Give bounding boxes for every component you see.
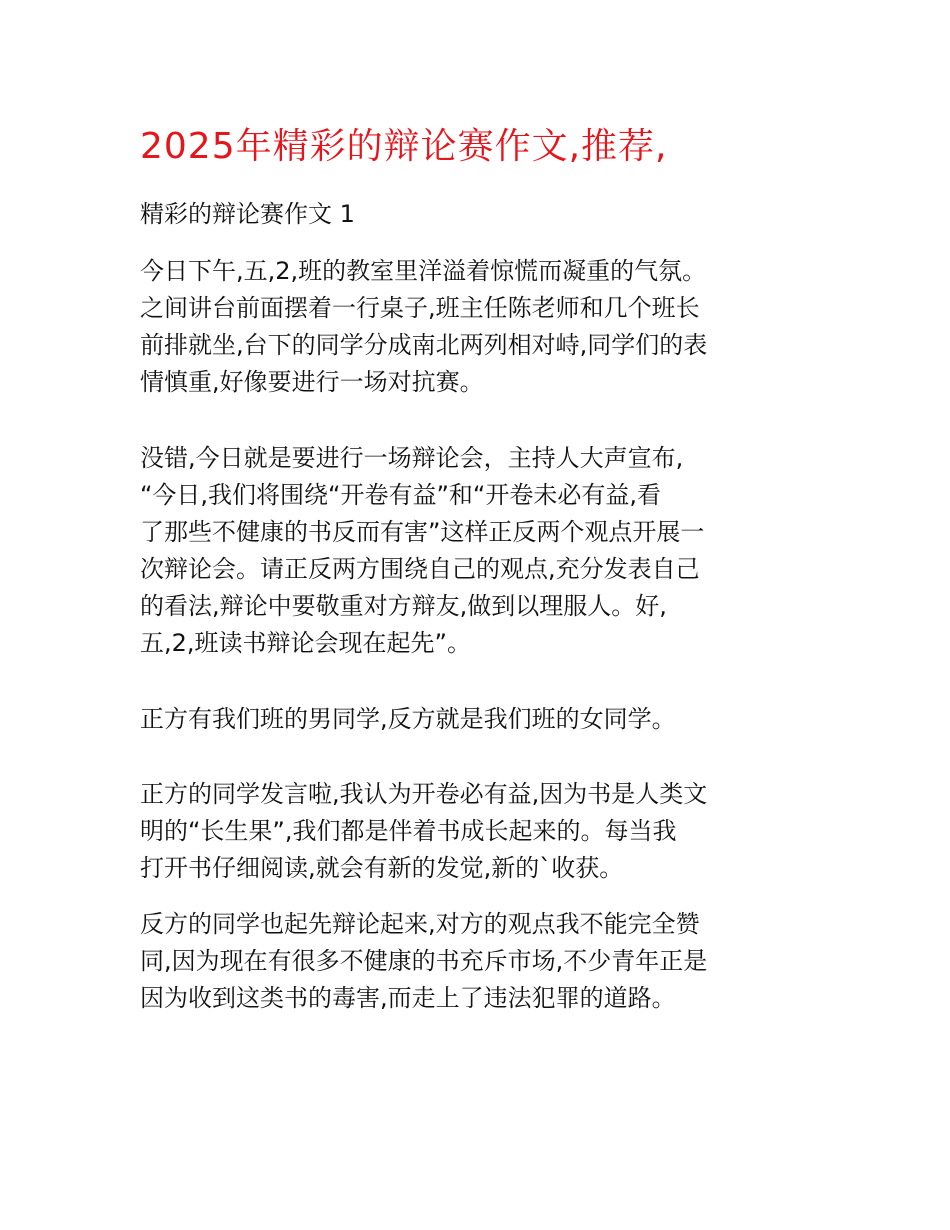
paragraph-line: 次辩论会。请正反两方围绕自己的观点,充分发表自己: [140, 555, 700, 583]
paragraph-5: [140, 906, 820, 1017]
paragraph-line: 前排就坐,台下的同学分成南北两列相对峙,同学们的表: [140, 331, 708, 359]
paragraph-3: [140, 701, 820, 738]
paragraph-4: [140, 776, 820, 887]
paragraph-line: 五,2,班读书辩论会现在起先”。: [140, 629, 471, 657]
paragraph-line: 今日下午,五,2,班的教室里洋溢着惊慌而凝重的气氛。: [140, 257, 707, 285]
paragraph-line: 反方的同学也起先辩论起来,对方的观点我不能完全赞: [140, 910, 700, 938]
paragraph-line: 了那些不健康的书反而有害”这样正反两个观点开展一: [140, 518, 705, 546]
paragraph-line: 之间讲台前面摆着一行桌子,班主任陈老师和几个班长: [140, 294, 700, 322]
paragraph-line: 的看法,辩论中要敬重对方辩友,做到以理服人。好,: [140, 592, 667, 620]
paragraph-line: 同,因为现在有很多不健康的书充斥市场,不少青年正是: [140, 947, 708, 975]
paragraph-1: [140, 253, 820, 401]
document-title: 2025年精彩的辩论赛作文,推荐,: [140, 126, 668, 167]
paragraph-line: 没错,今日就是要进行一场辩论会，主持人大声宣布,: [140, 444, 684, 472]
paragraph-line: 打开书仔细阅读,就会有新的发觉,新的`收获。: [140, 854, 624, 882]
essay-subtitle: 精彩的辩论赛作文 1: [140, 200, 355, 228]
paragraph-line: 正方有我们班的男同学,反方就是我们班的女同学。: [140, 705, 676, 733]
paragraph-line: 情慎重,好像要进行一场对抗赛。: [140, 368, 484, 396]
paragraph-2: [140, 440, 820, 662]
paragraph-line: 因为收到这类书的毒害,而走上了违法犯罪的道路。: [140, 984, 676, 1012]
paragraph-line: 正方的同学发言啦,我认为开卷必有益,因为书是人类文: [140, 780, 708, 808]
paragraph-line: “今日,我们将围绕“开卷有益”和“开卷未必有益,看: [140, 481, 661, 509]
paragraph-line: 明的“长生果”,我们都是伴着书成长起来的。每当我: [140, 817, 677, 845]
